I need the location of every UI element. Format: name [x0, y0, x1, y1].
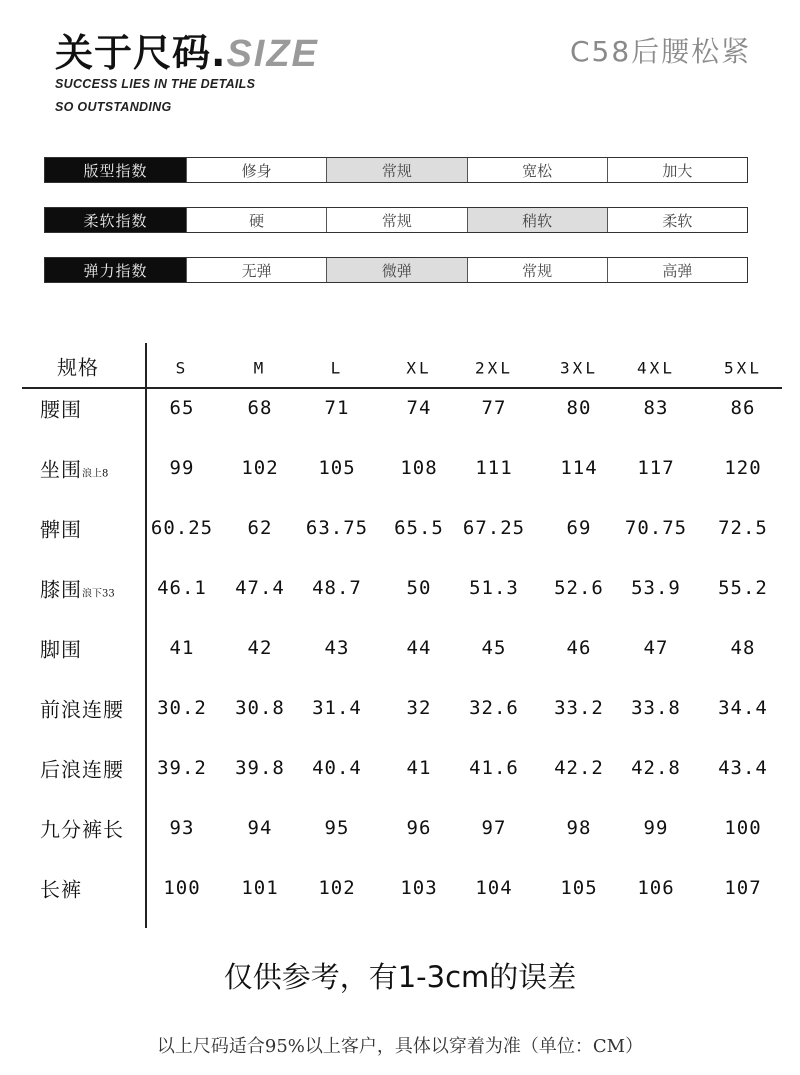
table-cell: 40.4: [312, 757, 362, 779]
tolerance-note: 仅供参考，有1-3cm的误差: [223, 960, 577, 994]
index-label: 版型指数: [45, 158, 186, 182]
table-cell: 33.8: [631, 697, 681, 719]
row-label: [40, 394, 82, 423]
row-label-text: 脚围: [40, 637, 82, 662]
table-cell: 62: [247, 517, 273, 539]
index-option: 高弹: [607, 258, 747, 282]
table-cell: 53.9: [631, 577, 681, 599]
table-cell: 52.6: [554, 577, 604, 599]
model-code: C58后腰松紧: [570, 35, 752, 68]
table-cell: 39.8: [235, 757, 285, 779]
table-cell: 106: [637, 877, 675, 899]
table-cell: 100: [163, 877, 201, 899]
table-cell: 69: [566, 517, 592, 539]
size-header: M: [253, 358, 267, 378]
table-cell: 34.4: [718, 697, 768, 719]
table-cell: 50: [406, 577, 432, 599]
index-option: 常规: [326, 208, 466, 232]
row-label: [40, 694, 124, 723]
row-label: [40, 514, 82, 543]
table-cell: 67.25: [462, 517, 526, 539]
table-cell: 83: [643, 397, 669, 419]
index-row: [44, 207, 748, 233]
table-cell: 46.1: [157, 577, 207, 599]
table-cell: 33.2: [554, 697, 604, 719]
table-cell: 101: [241, 877, 279, 899]
table-cell: 30.8: [235, 697, 285, 719]
table-cell: 48: [730, 637, 756, 659]
index-option: 常规: [467, 258, 607, 282]
table-header-divider: [22, 387, 782, 389]
table-corner-label: 规格: [57, 355, 99, 380]
table-cell: 100: [724, 817, 762, 839]
table-cell: 65: [169, 397, 195, 419]
index-option: 加大: [607, 158, 747, 182]
table-cell: 41: [169, 637, 195, 659]
index-option: 无弹: [186, 258, 326, 282]
index-option: 硬: [186, 208, 326, 232]
table-cell: 47.4: [235, 577, 285, 599]
table-cell: 99: [169, 457, 195, 479]
table-cell: 41.6: [469, 757, 519, 779]
table-cell: 86: [730, 397, 756, 419]
table-cell: 72.5: [718, 517, 768, 539]
index-option-selected: 常规: [326, 158, 466, 182]
table-cell: 104: [475, 877, 513, 899]
row-label: [40, 874, 82, 903]
title-en: SIZE: [226, 33, 319, 75]
row-label: [40, 454, 108, 483]
row-label-text: 髀围: [40, 517, 82, 542]
table-cell: 32: [406, 697, 432, 719]
table-cell: 71: [324, 397, 350, 419]
table-cell: 98: [566, 817, 592, 839]
row-label-text: 后浪连腰: [40, 757, 124, 782]
table-cell: 102: [318, 877, 356, 899]
table-cell: 103: [400, 877, 438, 899]
table-cell: 70.75: [624, 517, 688, 539]
table-cell: 44: [406, 637, 432, 659]
row-label-note: 浪下33: [82, 588, 115, 600]
row-label-note: 浪上8: [82, 468, 109, 480]
row-label-text: 前浪连腰: [40, 697, 124, 722]
row-label-text: 腰围: [40, 397, 82, 422]
index-option: 柔软: [607, 208, 747, 232]
index-label: 柔软指数: [45, 208, 186, 232]
table-cell: 107: [724, 877, 762, 899]
table-vertical-divider: [145, 343, 147, 928]
table-cell: 41: [406, 757, 432, 779]
size-header: XL: [406, 358, 432, 378]
table-cell: 97: [481, 817, 507, 839]
table-cell: 51.3: [469, 577, 519, 599]
row-label-text: 膝围: [40, 577, 82, 602]
row-label: [40, 634, 82, 663]
size-header: 5XL: [724, 358, 762, 378]
row-label: [40, 814, 124, 843]
tagline-1: SUCCESS LIES IN THE DETAILS: [55, 77, 256, 91]
size-header: 3XL: [560, 358, 598, 378]
table-cell: 102: [241, 457, 279, 479]
table-cell: 68: [247, 397, 273, 419]
page-title: [55, 22, 319, 77]
table-cell: 105: [318, 457, 356, 479]
table-cell: 77: [481, 397, 507, 419]
table-cell: 60.25: [150, 517, 214, 539]
table-cell: 74: [406, 397, 432, 419]
table-cell: 43.4: [718, 757, 768, 779]
table-cell: 47: [643, 637, 669, 659]
index-label: 弹力指数: [45, 258, 186, 282]
table-cell: 96: [406, 817, 432, 839]
size-header: L: [330, 358, 344, 378]
table-cell: 42.8: [631, 757, 681, 779]
table-cell: 95: [324, 817, 350, 839]
table-cell: 93: [169, 817, 195, 839]
table-cell: 42.2: [554, 757, 604, 779]
index-row: [44, 257, 748, 283]
index-option: 修身: [186, 158, 326, 182]
table-cell: 45: [481, 637, 507, 659]
table-cell: 43: [324, 637, 350, 659]
row-label: [40, 754, 124, 783]
row-label-text: 长裤: [40, 877, 82, 902]
table-cell: 31.4: [312, 697, 362, 719]
table-cell: 105: [560, 877, 598, 899]
table-cell: 117: [637, 457, 675, 479]
table-cell: 48.7: [312, 577, 362, 599]
row-label-text: 坐围: [40, 457, 82, 482]
table-cell: 80: [566, 397, 592, 419]
row-label: [40, 574, 115, 603]
index-option-selected: 微弹: [326, 258, 466, 282]
title-cn: 关于尺码.: [55, 31, 227, 75]
footer-note: 以上尺码适合95%以上客户，具体以穿着为准（单位：CM）: [156, 1036, 644, 1057]
table-cell: 94: [247, 817, 273, 839]
table-cell: 32.6: [469, 697, 519, 719]
size-header: S: [175, 358, 189, 378]
table-cell: 30.2: [157, 697, 207, 719]
index-row: [44, 157, 748, 183]
table-cell: 65.5: [394, 517, 444, 539]
table-cell: 111: [475, 457, 513, 479]
table-cell: 46: [566, 637, 592, 659]
table-cell: 120: [724, 457, 762, 479]
tagline-2: SO OUTSTANDING: [55, 100, 172, 114]
size-header: 4XL: [637, 358, 675, 378]
index-option-selected: 稍软: [467, 208, 607, 232]
table-cell: 42: [247, 637, 273, 659]
table-cell: 99: [643, 817, 669, 839]
row-label-text: 九分裤长: [40, 817, 124, 842]
table-cell: 114: [560, 457, 598, 479]
table-cell: 55.2: [718, 577, 768, 599]
size-header: 2XL: [475, 358, 513, 378]
table-cell: 63.75: [305, 517, 369, 539]
index-option: 宽松: [467, 158, 607, 182]
table-cell: 39.2: [157, 757, 207, 779]
table-cell: 108: [400, 457, 438, 479]
